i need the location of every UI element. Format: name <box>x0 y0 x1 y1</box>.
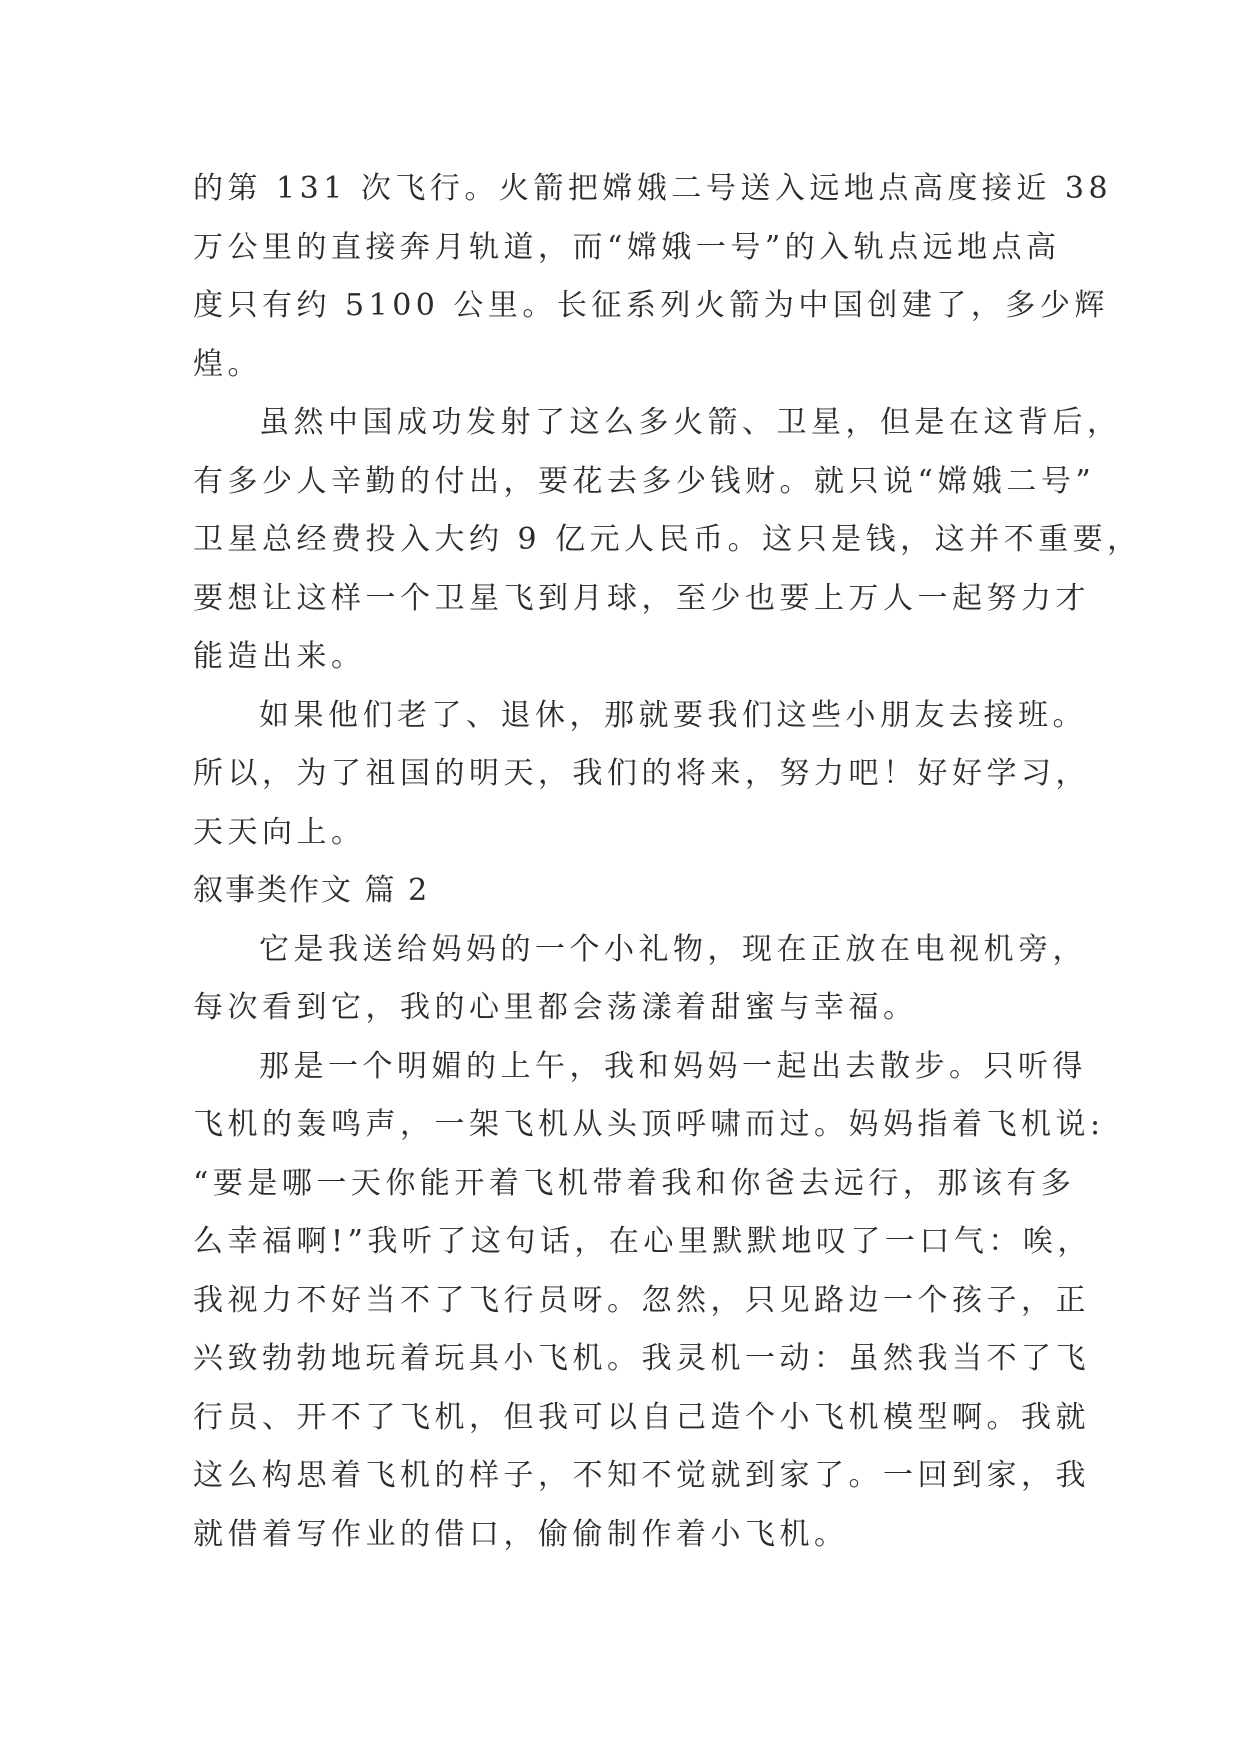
text-line: 有多少人辛勤的付出，要花去多少钱财。就只说“嫦娥二号” <box>193 463 1096 499</box>
paragraph-first-line: 如果他们老了、退休，那就要我们这些小朋友去接班。 <box>259 697 1087 733</box>
text-line: 每次看到它，我的心里都会荡漾着甜蜜与幸福。 <box>193 990 918 1025</box>
text-line: 度只有约 5100 公里。长征系列火箭为中国创建了，多少辉 <box>193 288 1109 323</box>
paragraph-first-line: 它是我送给妈妈的一个小礼物，现在正放在电视机旁， <box>259 931 1087 967</box>
section-heading: 叙事类作文 篇 2 <box>193 873 430 908</box>
body-text <box>193 160 1142 1564</box>
text-line: 兴致勃勃地玩着玩具小飞机。我灵机一动：虽然我当不了飞 <box>193 1341 1090 1376</box>
paragraph-first-line: 那是一个明媚的上午，我和妈妈一起出去散步。只听得 <box>259 1048 1087 1084</box>
text-line: 我视力不好当不了飞行员呀。忽然，只见路边一个孩子，正 <box>193 1282 1090 1318</box>
text-line: 万公里的直接奔月轨道，而“嫦娥一号”的入轨点远地点高 <box>193 229 1061 265</box>
text-line: 这么构思着飞机的样子，不知不觉就到家了。一回到家，我 <box>193 1458 1090 1493</box>
text-line: 么幸福啊!”我听了这句话，在心里默默地叹了一口气：唉， <box>193 1224 1092 1259</box>
text-line: 行员、开不了飞机，但我可以自己造个小飞机模型啊。我就 <box>193 1399 1090 1435</box>
text-line: 的第 131 次飞行。火箭把嫦娥二号送入远地点高度接近 38 <box>193 171 1113 206</box>
text-line: 卫星总经费投入大约 9 亿元人民币。这只是钱，这并不重要， <box>193 522 1142 557</box>
text-line: 飞机的轰鸣声，一架飞机从头顶呼啸而过。妈妈指着飞机说: <box>193 1107 1105 1142</box>
text-line: 要想让这样一个卫星飞到月球，至少也要上万人一起努力才 <box>193 580 1090 616</box>
text-line: 就借着写作业的借口，偷偷制作着小飞机。 <box>193 1516 849 1552</box>
text-line: “要是哪一天你能开着飞机带着我和你爸去远行，那该有多 <box>193 1165 1076 1201</box>
text-line: 所以，为了祖国的明天，我们的将来，努力吧！好好学习， <box>193 756 1090 791</box>
text-line: 煌。 <box>193 346 262 382</box>
text-line: 能造出来。 <box>193 639 366 674</box>
text-line: 天天向上。 <box>193 814 366 850</box>
paragraph-first-line: 虽然中国成功发射了这么多火箭、卫星，但是在这背后， <box>259 405 1122 440</box>
